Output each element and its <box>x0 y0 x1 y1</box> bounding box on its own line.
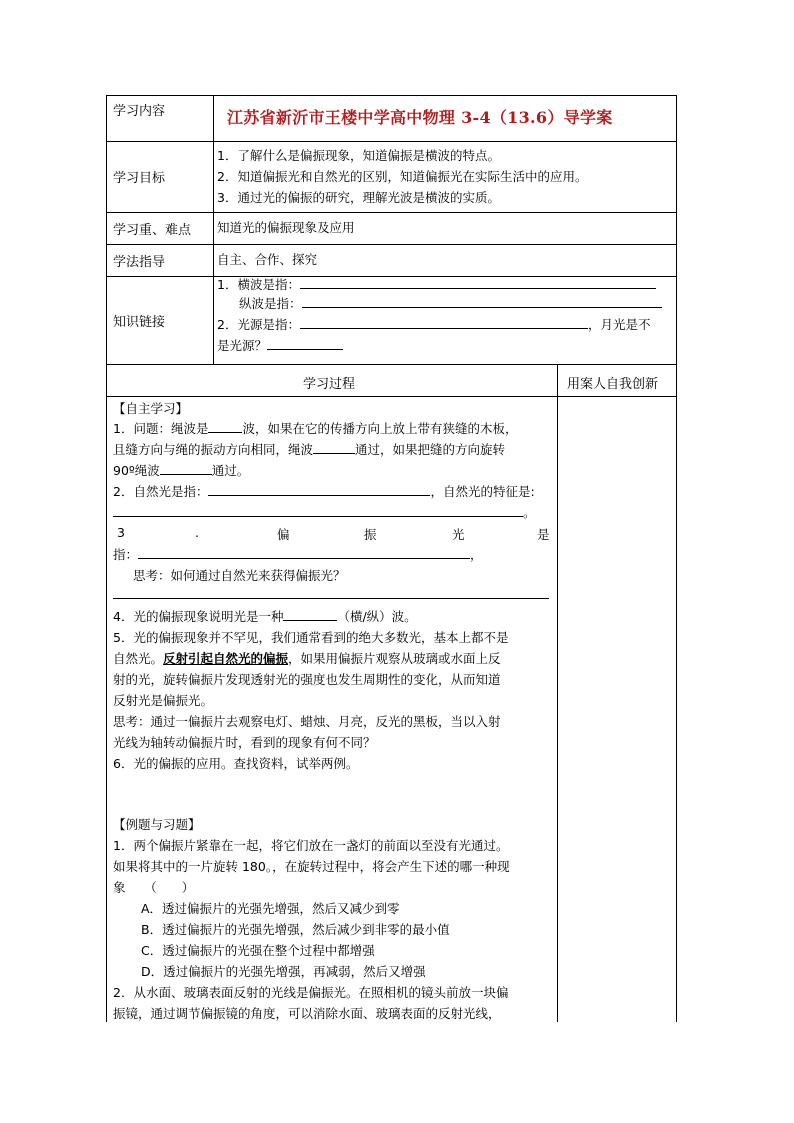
key-points-value: 知道光的偏振现象及应用 <box>217 220 355 235</box>
answer-blank[interactable] <box>113 504 523 517</box>
q3-word: 光 <box>452 527 465 542</box>
option-c: C．透过偏振片的光强在整个过程中都增强 <box>141 943 375 958</box>
q5-text: 自然光。 <box>113 651 164 666</box>
answer-blank[interactable] <box>208 483 430 496</box>
q4-text: 4．光的偏振现象说明光是一种 <box>113 609 284 624</box>
question-1-line <box>113 420 517 438</box>
answer-blank[interactable] <box>138 546 470 559</box>
question-5-line: 5．光的偏振现象并不罕见，我们通常看到的绝大多数光，基本上都不是 <box>113 630 509 645</box>
q3-text: ， <box>470 547 483 562</box>
question-3-line <box>113 546 483 564</box>
question-5-line: 反射光是偏振光。 <box>113 693 214 708</box>
question-4-line <box>113 608 417 626</box>
q4-text: （横/纵）波。 <box>337 609 417 624</box>
q3-word: . <box>195 525 199 540</box>
question-2-line <box>113 483 535 501</box>
longitudinal-wave-prompt: 纵波是指： <box>239 296 302 311</box>
knowledge-line <box>217 337 343 355</box>
row-divider <box>107 244 676 245</box>
key-points-label: 学习重、难点 <box>113 223 192 238</box>
think-prompt-2: 思考：通过一偏振片去观察电灯、蜡烛、月亮，反光的黑板，当以入射 <box>113 714 501 729</box>
example-1-line: 象 （ ） <box>113 880 195 895</box>
page-title: 江苏省新沂市王楼中学高中物理 3-4（13.6）导学案 <box>227 108 613 127</box>
answer-blank[interactable] <box>208 420 242 433</box>
q2-text: ，自然光的特征是: <box>430 484 535 499</box>
q1-text: 通过。 <box>211 463 250 478</box>
answer-blank[interactable] <box>300 316 588 329</box>
question-1-line <box>113 441 505 459</box>
q3-word: 3 <box>117 525 125 540</box>
q5-text: ，如果用偏振片观察从玻璃或水面上反 <box>288 651 501 666</box>
q1-text: 波，如果在它的传播方向上放上带有狭缝的木板， <box>242 421 518 436</box>
option-a: A．透过偏振片的光强先增强，然后又减少到零 <box>141 901 400 916</box>
row-divider <box>107 396 676 397</box>
row-divider <box>107 364 676 365</box>
example-2-line: 振镜，通过调节偏振镜的角度，可以消除水面、玻璃表面的反射光线， <box>113 1006 501 1021</box>
knowledge-label: 知识链接 <box>113 315 166 330</box>
process-header: 学习过程 <box>303 377 356 392</box>
objective-item: 1．了解什么是偏振现象，知道偏振是横波的特点。 <box>217 148 500 163</box>
knowledge-line <box>217 276 656 294</box>
moonlight-question: 是光源？ <box>217 338 268 353</box>
question-5-line <box>113 650 501 668</box>
example-1-line: 如果将其中的一片旋转 180。，在旋转过程中，将会产生下述的哪一种现 <box>113 859 510 874</box>
q3-text: 指： <box>113 547 139 562</box>
question-5-line: 射的光，旋转偏振片发现透射光的强度也发生周期性的变化，从而知道 <box>113 672 501 687</box>
objectives-label: 学习目标 <box>113 171 166 186</box>
knowledge-line <box>239 295 662 313</box>
example-1-line: 1．两个偏振片紧靠在一起，将它们放在一盏灯的前面以至没有光通过。 <box>113 838 509 853</box>
column-divider <box>557 364 558 1022</box>
question-2-line <box>113 504 536 522</box>
objective-item: 3．通过光的偏振的研究，理解光波是横波的实质。 <box>217 190 500 205</box>
answer-blank[interactable] <box>283 608 337 621</box>
answer-blank[interactable] <box>267 337 343 350</box>
example-2-line: 2．从水面、玻璃表面反射的光线是偏振光。在照相机的镜头前放一块偏 <box>113 985 509 1000</box>
question-6-line: 6．光的偏振的应用。查找资料，试举两例。 <box>113 756 359 771</box>
option-b: B．透过偏振片的光强先增强，然后减少到非零的最小值 <box>141 922 450 937</box>
answer-line[interactable] <box>113 598 549 599</box>
q3-word: 偏 <box>277 527 290 542</box>
worksheet-table <box>106 95 677 1022</box>
method-label: 学法指导 <box>113 255 166 270</box>
content-label: 学习内容 <box>113 104 166 119</box>
answer-blank[interactable] <box>313 441 355 454</box>
answer-blank[interactable] <box>302 295 662 308</box>
row-divider <box>107 141 676 142</box>
self-study-heading: 【自主学习】 <box>113 401 189 416</box>
q3-word: 是 <box>537 527 550 542</box>
light-source-prompt: 2．光源是指： <box>217 317 300 332</box>
q3-word: 振 <box>364 527 377 542</box>
q2-text: 2．自然光是指： <box>113 484 209 499</box>
option-d: D．透过偏振片的光强先增强，再减弱，然后又增强 <box>141 964 426 979</box>
transverse-wave-prompt: 1．横波是指： <box>217 277 300 292</box>
answer-blank[interactable] <box>300 276 656 289</box>
question-1-line <box>113 462 249 480</box>
knowledge-line <box>217 316 650 334</box>
q1-text: 90º绳波 <box>113 463 160 478</box>
think-prompt-2: 光线为轴转动偏振片时，看到的现象有何不同？ <box>113 735 376 750</box>
objective-item: 2．知道偏振光和自然光的区别，知道偏振光在实际生活中的应用。 <box>217 169 588 184</box>
examples-heading: 【例题与习题】 <box>113 817 201 832</box>
answer-blank[interactable] <box>160 462 212 475</box>
think-prompt-1: 思考：如何通过自然光来获得偏振光？ <box>133 568 346 583</box>
q1-text: 且缝方向与绳的振动方向相同，绳波 <box>113 442 314 457</box>
innovation-header: 用案人自我创新 <box>567 377 659 392</box>
q2-text: 。 <box>523 505 536 520</box>
column-divider <box>213 96 214 364</box>
q5-emphasis: 反射引起自然光的偏振 <box>163 651 289 666</box>
moonlight-text: ，月光是不 <box>587 317 651 332</box>
q1-text: 通过，如果把缝的方向旋转 <box>355 442 506 457</box>
row-divider <box>107 212 676 213</box>
q1-text: 1．问题：绳波是 <box>113 421 209 436</box>
method-value: 自主、合作、探究 <box>217 252 318 267</box>
